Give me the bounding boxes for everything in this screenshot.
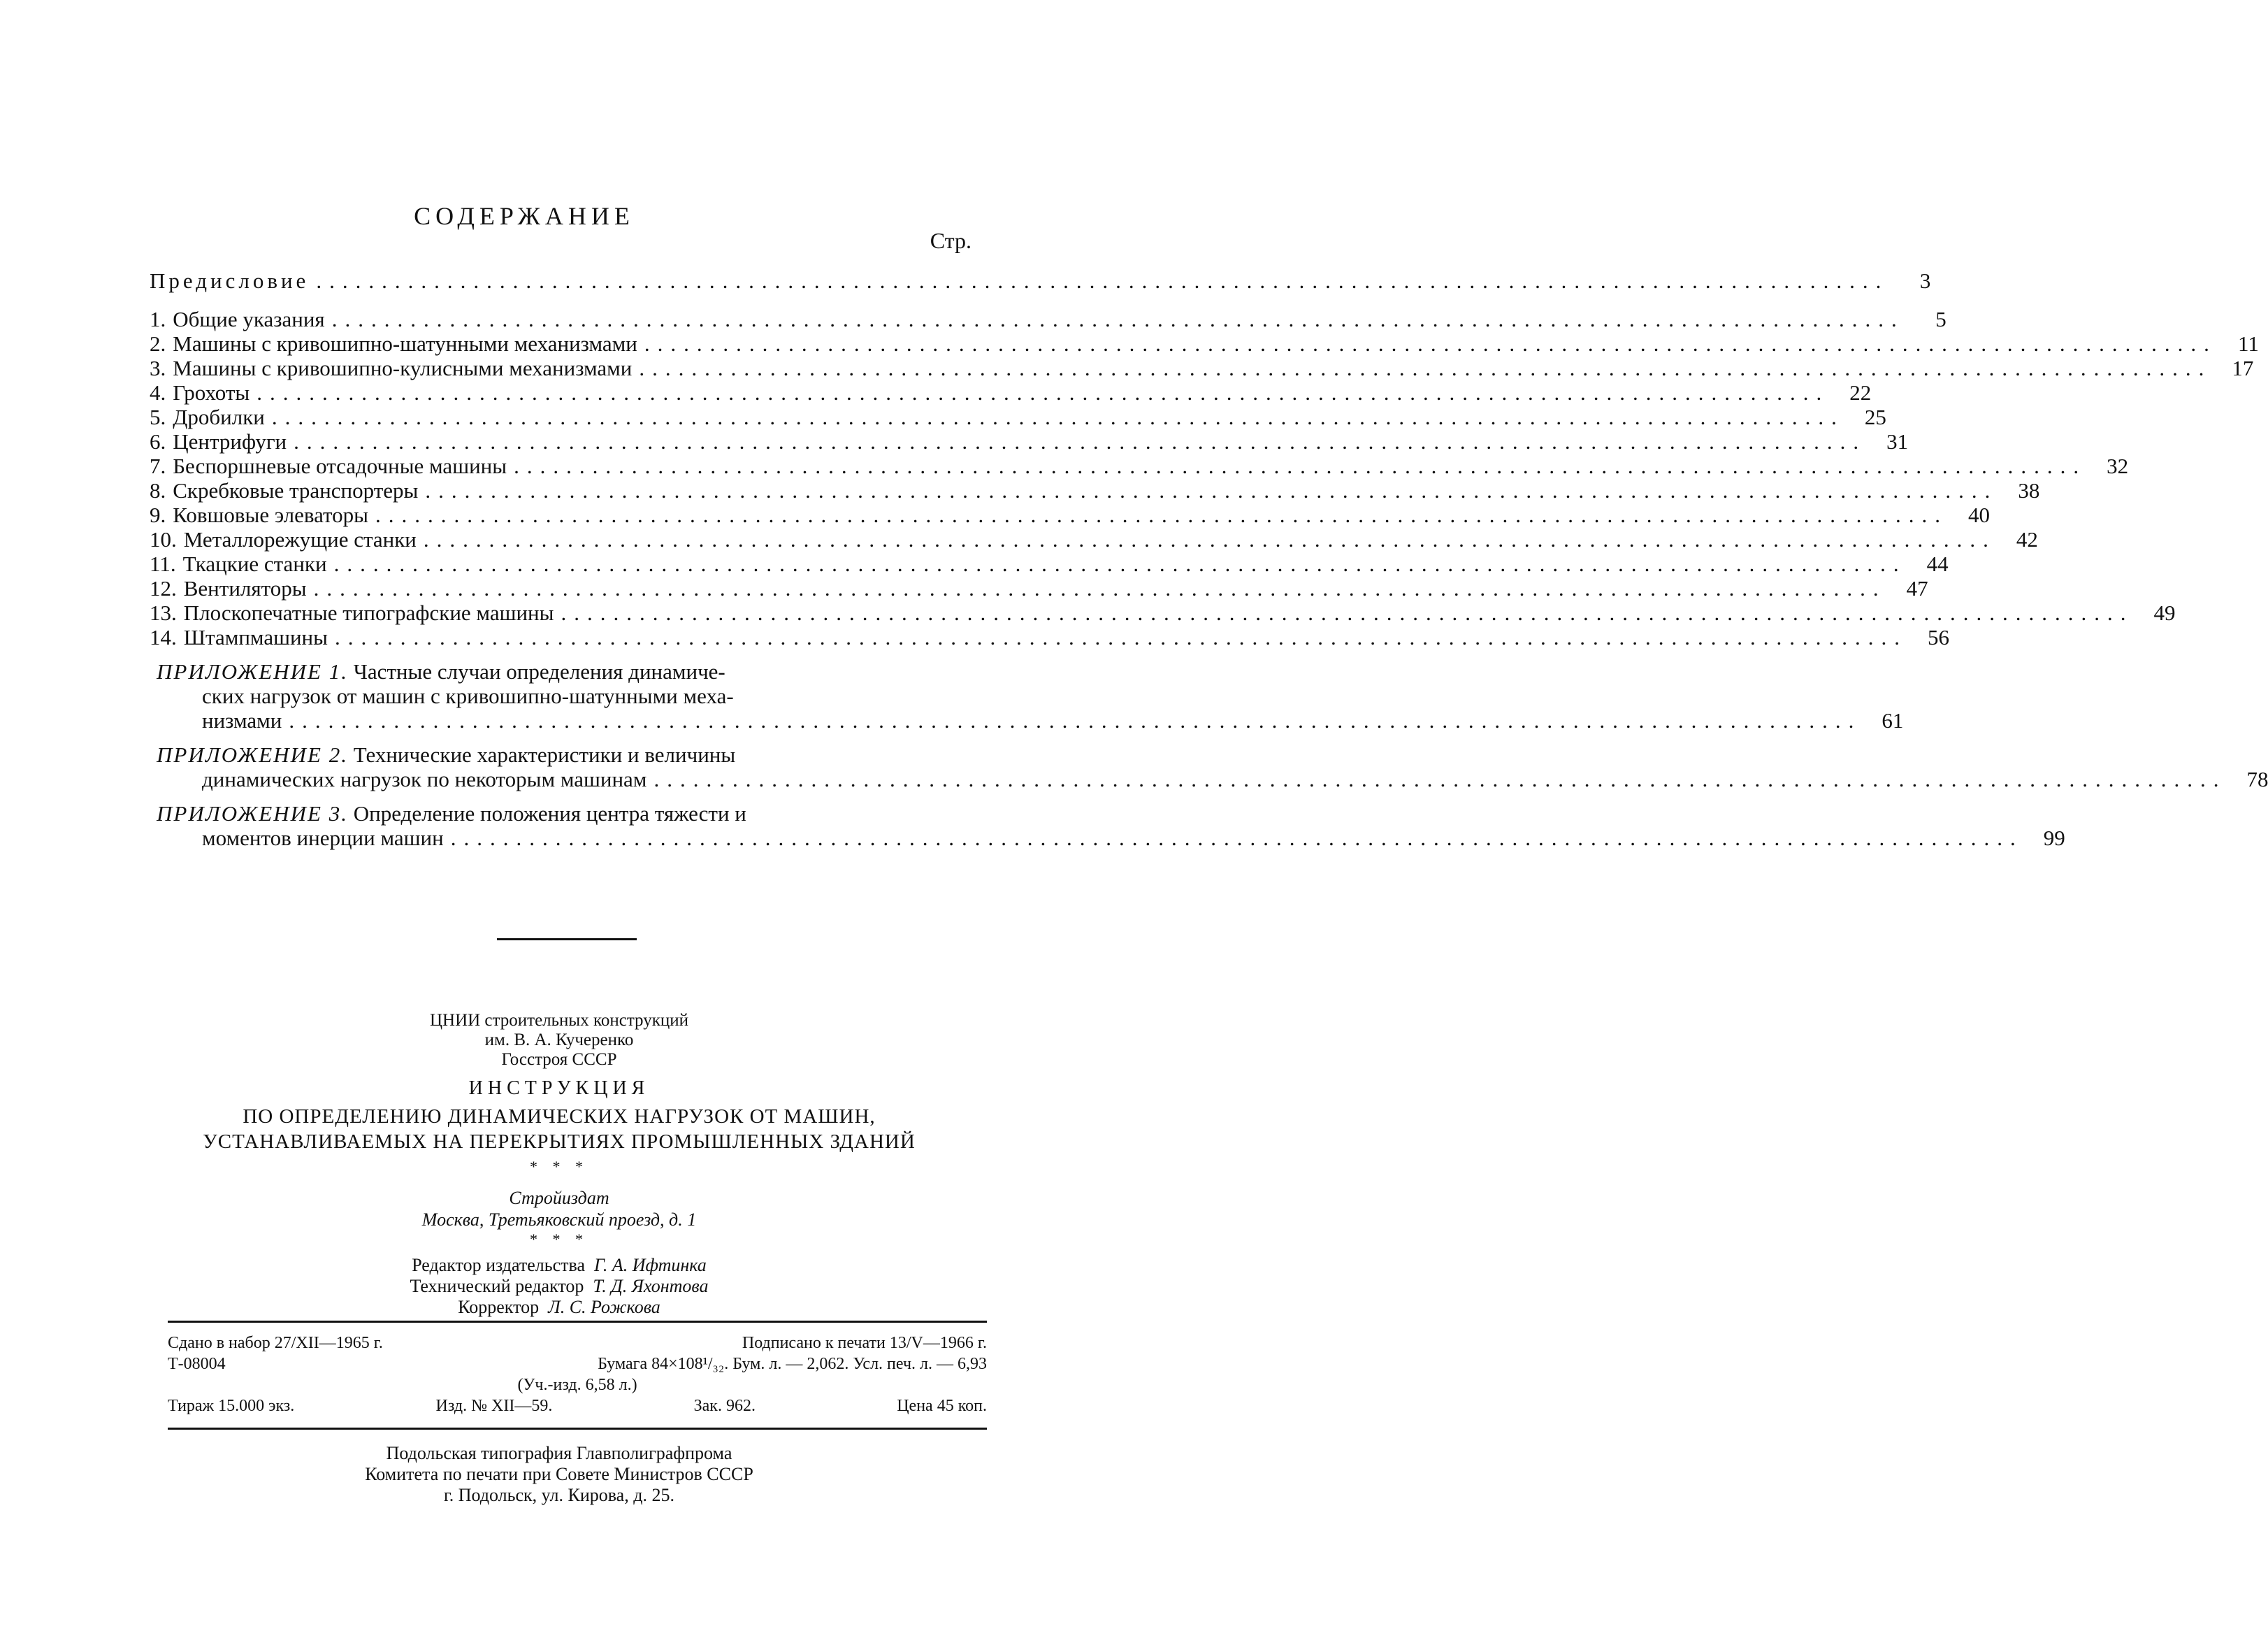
toc-appendix-3 — [150, 801, 2065, 850]
leader-dots: ........................................................................................................................ — [333, 552, 1907, 576]
toc-chapter-title: Ткацкие станки — [182, 552, 327, 576]
print-row — [168, 1333, 987, 1353]
toc-chapter-row — [150, 307, 1946, 331]
print-row — [168, 1374, 987, 1395]
toc-chapter-title: Ковшовые элеваторы — [173, 503, 368, 527]
editor-line — [140, 1276, 978, 1297]
editor-line — [140, 1297, 978, 1318]
toc-page-number: 11 — [2238, 331, 2259, 356]
toc-page-number: 3 — [1919, 268, 1931, 293]
leader-dots: ........................................................................................................................ — [331, 307, 1905, 331]
toc-chapter-title: Центрифуги — [173, 429, 287, 454]
toc-chapter-row — [150, 478, 2040, 503]
leader-dots: ........................................................................................................................ — [289, 708, 1862, 733]
toc-appendix-2 — [150, 742, 2268, 791]
editor-role: Технический редактор — [410, 1276, 584, 1296]
appendix-text: Технические характеристики и величины — [353, 742, 736, 767]
toc-chapter-row — [150, 454, 2129, 478]
toc-page-number: 78 — [2246, 767, 2268, 791]
leader-dots: ........................................................................................................................ — [423, 527, 1996, 552]
toc-chapter-number: 14. — [150, 625, 177, 649]
toc-chapter-number: 1. — [150, 307, 166, 331]
publisher-address: Москва, Третьяковский проезд, д. 1 — [421, 1209, 697, 1230]
editor-person: Г. А. Ифтинка — [594, 1255, 707, 1275]
title-line: УСТАНАВЛИВАЕМЫХ НА ПЕРЕКРЫТИЯХ ПРОМЫШЛЕННЫХ ЗДАНИЙ — [203, 1130, 916, 1153]
toc-chapter-list — [150, 307, 2259, 649]
leader-dots: ........................................................................................................................ — [425, 478, 1998, 503]
toc-page-number: 32 — [2107, 454, 2129, 478]
toc-page-number: 40 — [1968, 503, 1990, 527]
t-code: Т-08004 — [168, 1355, 226, 1373]
sent-to-typeset: Сдано в набор 27/XII—1965 г. — [168, 1334, 383, 1352]
toc-chapter-number: 8. — [150, 478, 166, 503]
leader-dots: ........................................................................................................................ — [561, 601, 2134, 625]
toc-page-number: 17 — [2232, 356, 2254, 380]
appendix-heading: ПРИЛОЖЕНИЕ 2. — [157, 742, 348, 767]
toc-chapter-title: Плоскопечатные типографские машины — [183, 601, 554, 625]
editor-person: Л. С. Рожкова — [548, 1297, 660, 1317]
print-row — [168, 1353, 987, 1374]
toc-chapter-title: Грохоты — [173, 380, 250, 405]
org-line: им. В. А. Кучеренко — [484, 1030, 634, 1049]
table-of-contents — [150, 268, 2268, 850]
toc-chapter-title: Скребковые транспортеры — [173, 478, 419, 503]
paper-info: Бумага 84×108¹/₃₂. Бум. л. — 2,062. Усл. печ. л. — 6,93 — [598, 1355, 987, 1373]
circulation: Тираж 15.000 экз. — [168, 1397, 295, 1415]
toc-chapter-number: 4. — [150, 380, 166, 405]
section-divider — [497, 938, 637, 940]
toc-chapter-number: 9. — [150, 503, 166, 527]
editor-role: Корректор — [458, 1297, 540, 1317]
org-line: Госстроя СССР — [501, 1050, 617, 1069]
toc-chapter-row — [150, 380, 1872, 405]
toc-appendix-line — [150, 801, 981, 826]
toc-chapter-title: Вентиляторы — [183, 576, 307, 601]
leader-dots: ........................................................................................................................ — [271, 405, 1844, 429]
toc-chapter-number: 10. — [150, 527, 177, 552]
price: Цена 45 коп. — [897, 1397, 987, 1415]
toc-chapter-title: Машины с кривошипно-кулисными механизмами — [173, 356, 633, 380]
printer-line: Подольская типография Главполиграфпрома — [386, 1443, 732, 1463]
publisher-name: Стройиздат — [509, 1188, 609, 1208]
appendix-text: Определение положения центра тяжести и — [353, 801, 746, 826]
leader-dots: ........................................................................................................................ — [334, 625, 1907, 649]
asterism: * * * — [530, 1230, 588, 1248]
editors — [140, 1255, 978, 1318]
leader-dots: ........................................................................................................................ — [375, 503, 1948, 527]
uch-izd: (Уч.-изд. 6,58 л.) — [517, 1376, 637, 1394]
toc-chapter-number: 5. — [150, 405, 166, 429]
toc-chapter-title: Машины с кривошипно-шатунными механизмами — [173, 331, 637, 356]
toc-page-number: 31 — [1886, 429, 1909, 454]
leader-dots: ........................................................................................................................ — [257, 380, 1830, 405]
printer-info — [140, 1443, 978, 1506]
toc-chapter-number: 3. — [150, 356, 166, 380]
toc-page-number: 47 — [1906, 576, 1928, 601]
order-number: Зак. 962. — [693, 1397, 756, 1415]
toc-chapter-row — [150, 429, 1909, 454]
toc-chapter-row — [150, 527, 2038, 552]
appendix-text: Частные случаи определения динамиче- — [353, 659, 725, 684]
appendix-heading: ПРИЛОЖЕНИЕ 1. — [157, 659, 348, 684]
toc-chapter-number: 12. — [150, 576, 177, 601]
leader-dots: ........................................................................................................................ — [514, 454, 2087, 478]
toc-page-number: 44 — [1926, 552, 1949, 576]
document-type: ИНСТРУКЦИЯ — [468, 1077, 650, 1099]
editor-line — [140, 1255, 978, 1276]
toc-chapter-row — [150, 503, 1990, 527]
leader-dots: ........................................................................................................................ — [450, 826, 2023, 850]
print-details — [168, 1333, 987, 1416]
toc-page-number: 38 — [2018, 478, 2040, 503]
toc-chapter-row — [150, 552, 1949, 576]
toc-appendix-last-line — [150, 767, 2268, 791]
horizontal-rule — [168, 1321, 987, 1323]
leader-dots: ........................................................................................................................ — [316, 268, 1889, 293]
toc-chapter-title: Штампмашины — [183, 625, 328, 649]
toc-page-number: 25 — [1864, 405, 1886, 429]
leader-dots: ........................................................................................................................ — [639, 356, 2212, 380]
toc-page-number: 99 — [2043, 826, 2065, 850]
izd-number: Изд. № XII—59. — [435, 1397, 553, 1415]
toc-chapter-number: 7. — [150, 454, 166, 478]
toc-page-number: 22 — [1849, 380, 1872, 405]
toc-title: СОДЕРЖАНИЕ — [414, 202, 635, 230]
page-column-label: Стр. — [930, 228, 972, 253]
organization — [140, 1011, 978, 1070]
toc-chapter-row — [150, 601, 2176, 625]
toc-chapter-row — [150, 576, 1928, 601]
leader-dots: ........................................................................................................................ — [313, 576, 1886, 601]
toc-chapter-row — [150, 405, 1886, 429]
editor-role: Редактор издательства — [412, 1255, 585, 1275]
document-title — [140, 1104, 978, 1154]
editor-person: Т. Д. Яхонтова — [593, 1276, 709, 1296]
leader-dots: ........................................................................................................................ — [294, 429, 1867, 454]
leader-dots: ........................................................................................................................ — [653, 767, 2227, 791]
appendix-text: динамических нагрузок по некоторым машинам — [202, 767, 647, 791]
printer-line: Комитета по печати при Совете Министров СССР — [365, 1464, 753, 1484]
toc-chapter-row — [150, 331, 2259, 356]
printer-line: г. Подольск, ул. Кирова, д. 25. — [444, 1485, 674, 1505]
toc-preface-label: Предисловие — [150, 268, 310, 293]
toc-page-number: 49 — [2153, 601, 2176, 625]
print-row — [168, 1395, 987, 1416]
toc-appendix-line — [150, 742, 981, 767]
toc-chapter-number: 11. — [150, 552, 176, 576]
toc-appendix-last-line — [150, 826, 2065, 850]
toc-chapter-row — [150, 625, 1949, 649]
toc-chapter-number: 6. — [150, 429, 166, 454]
toc-chapter-title: Дробилки — [173, 405, 265, 429]
title-line: ПО ОПРЕДЕЛЕНИЮ ДИНАМИЧЕСКИХ НАГРУЗОК ОТ МАШИН, — [243, 1105, 876, 1128]
toc-appendix-line — [150, 659, 981, 684]
toc-chapter-row — [150, 356, 2254, 380]
toc-page-number: 61 — [1881, 708, 1904, 733]
toc-appendix-1 — [150, 659, 1904, 733]
toc-chapter-title: Металлорежущие станки — [183, 527, 417, 552]
appendix-text: моментов инерции машин — [202, 826, 444, 850]
horizontal-rule — [168, 1428, 987, 1430]
toc-page-number: 5 — [1935, 307, 1946, 331]
leader-dots: ........................................................................................................................ — [644, 331, 2217, 356]
toc-chapter-title: Общие указания — [173, 307, 325, 331]
toc-chapter-number: 13. — [150, 601, 177, 625]
appendix-heading: ПРИЛОЖЕНИЕ 3. — [157, 801, 348, 826]
asterism: * * * — [530, 1158, 588, 1175]
toc-appendix-last-line — [150, 708, 1904, 733]
appendix-text: низмами — [202, 708, 282, 733]
toc-page-number: 56 — [1927, 625, 1949, 649]
org-line: ЦНИИ строительных конструкций — [429, 1011, 689, 1030]
toc-chapter-number: 2. — [150, 331, 166, 356]
appendix-text: ских нагрузок от машин с кривошипно-шатунными меха- — [202, 684, 734, 708]
toc-page-number: 42 — [2016, 527, 2038, 552]
publisher — [140, 1187, 978, 1230]
signed-to-print: Подписано к печати 13/V—1966 г. — [742, 1334, 987, 1352]
toc-chapter-title: Беспоршневые отсадочные машины — [173, 454, 507, 478]
toc-preface — [150, 268, 1931, 293]
